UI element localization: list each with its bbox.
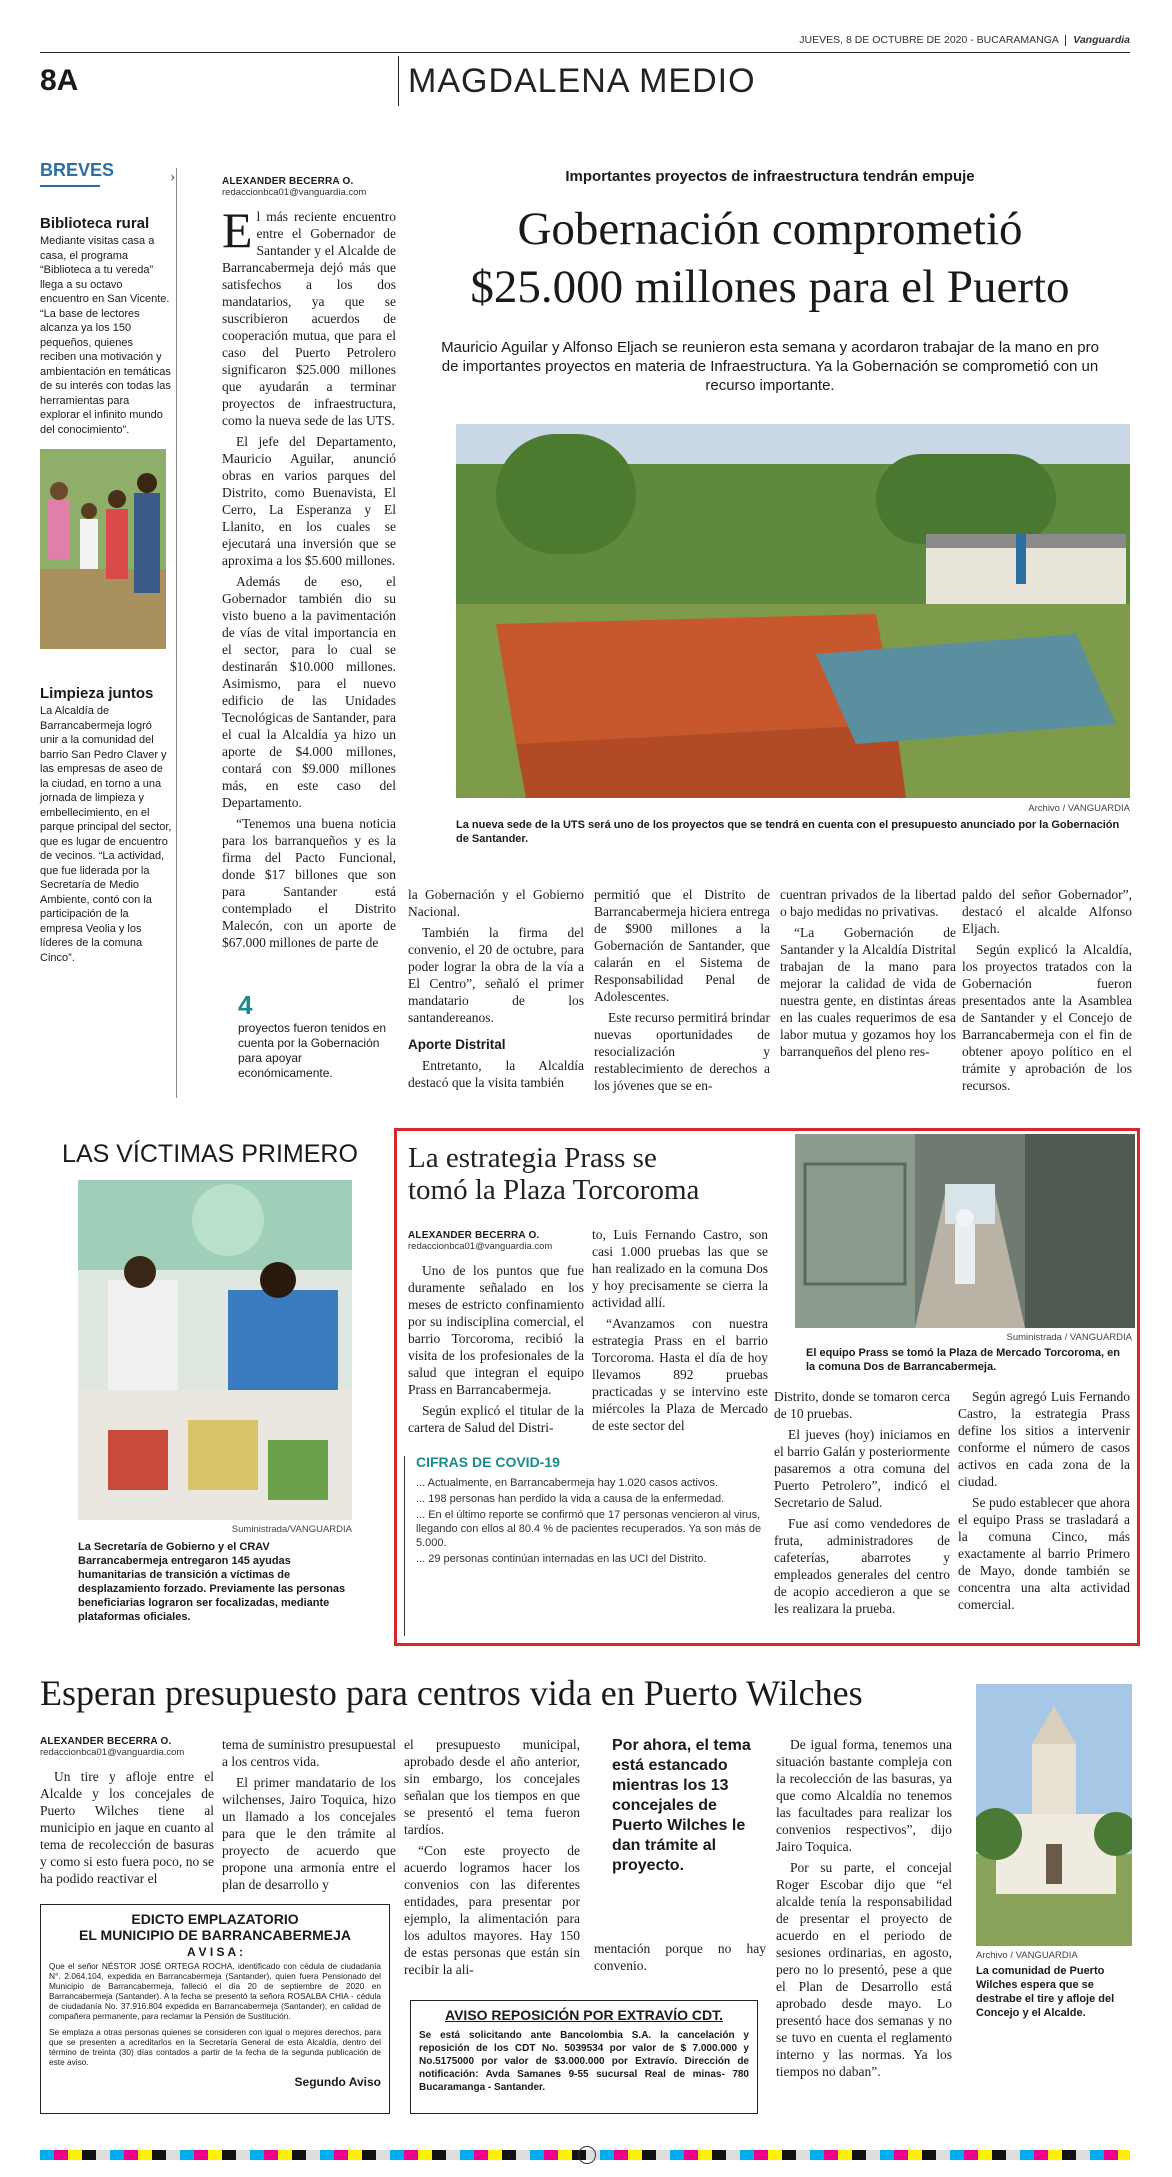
edicto-body1: Que el señor NÉSTOR JOSÉ ORTEGA ROCHA, identificado con cédula de ciudadanía N°. 2.064.104, expedida en Barrancabermeja (Santander), quien fuera Pensionado del Municipio de Barrancabermeja, falleció el día 20 de septiembre de 2020 en Barrancabermeja (Santander). A la fecha se presentó la señora ROSALBA CHIA - cédula de ciudadanía No. 37.916.804 expedida en Barrancabermeja (Santander), en calidad de compañera permanente, para reclamar la Pensión de Sustitución. (49, 1961, 381, 2021)
aviso-cdt-body: Se está solicitando ante Bancolombia S.A. la cancelación y reposición de los CDT No. 5039534 por valor de $ 7.000.000 y No.5175000 por valor de $3.000.000 por Extravío. Dirección de notificación: Avda Samanes 9-55 sucursal Real de minas- 780 Bucaramanga - Santander. (419, 2030, 749, 2093)
prass-col1-p2: Según explicó el titular de la cartera de Salud del Distri- (408, 1403, 584, 1435)
edicto-box (40, 1904, 390, 2114)
wilches-photo-caption: La comunidad de Puerto Wilches espera que se destrabe el tire y afloje del Concejo y el Alcalde. (976, 1965, 1115, 2019)
main-col2-p2: También la firma del convenio, el 20 de octubre, para poder lograr la obra de la vía a El Centro”, señaló el primer mandatario de los santandereanos. (408, 925, 584, 1025)
victimas-credit: Suministrada/VANGUARDIA (231, 1524, 352, 1535)
main-kicker: Importantes proyectos de infraestructura tendrán empuje (565, 168, 975, 185)
breve-photo-children (40, 449, 166, 649)
byline-email: redaccionbca01@vanguardia.com (222, 187, 367, 198)
main-col5-p1: paldo del señor Gobernador”, destacó el alcalde Alfonso Eljach. (962, 887, 1132, 936)
main-col1-p1: l más reciente encuentro entre el Gobernador de Santander y el Alcalde de Barrancabermeja dejó más que satisfechos a los dos mandatarios, ya que se suscribieron acuerdos de cooperación mutua, que para el caso del Puerto Petrolero significaron $25.000 millones que ayudarán a terminar proyectos de infraestructura, como la nueva sede de las UTS. (222, 209, 396, 428)
wilches-photo-credit: Archivo / VANGUARDIA (976, 1950, 1078, 1961)
wilches-col-3 (404, 1736, 580, 1982)
covid-title: CIFRAS DE COVID-19 (416, 1454, 560, 1470)
covid-item: ... En el último reporte se confirmó que 17 personas vencieron al virus, llegando con ellos al 80.4 % de pacientes recuperados. Ya son más de 5.000. (416, 1509, 762, 1549)
victimas-caption: La Secretaría de Gobierno y el CRAV Barrancabermeja entregaron 145 ayudas humanitarias de transición a víctimas de desplazamiento forzado. Previamente las personas beneficiarias lograron ser focalizadas, mediante plataformas oficiales. (78, 1541, 346, 1623)
prass-col3-p3: Fue así como vendedores de fruta, administradores de cafeterías, abarrotes y empleados generales del centro de acopio accedieron a que se les realizara la prueba. (774, 1516, 950, 1616)
main-headline (410, 200, 1130, 316)
victimas-title: LAS VÍCTIMAS PRIMERO (62, 1140, 358, 1168)
stat-number: 4 (238, 990, 253, 1020)
aviso-cdt-box (410, 2000, 758, 2114)
prass-byline (408, 1230, 588, 1252)
registration-mark-icon (578, 2146, 596, 2169)
prass-col1-p1: Uno de los puntos que fue duramente señalado en los meses de estricto confinamiento por su indisciplina comercial, el barrio Torcoroma, recibió la visita de los profesionales de la salud que integran el equipo Prass en Barrancabermeja. (408, 1263, 584, 1397)
wilches-byline-email: redaccionbca01@vanguardia.com (40, 1747, 185, 1758)
breve-title-2: Limpieza juntos (40, 685, 154, 702)
edicto-title2: EL MUNICIPIO DE BARRANCABERMEJA (79, 1927, 351, 1943)
covid-item: ... 198 personas han perdido la vida a causa de la enfermedad. (416, 1493, 725, 1505)
main-col2-p1: la Gobernación y el Gobierno Nacional. (408, 887, 584, 919)
stat-box (238, 990, 388, 1081)
main-col5-p2: Según explicó la Alcaldía, los proyectos tratados con la Gobernación fueron presentados ante la Asamblea de Santander y el Concejo de Barrancabermeja con el fin de obtener apoyo político en el trámite y aprobación de los recursos. (962, 942, 1132, 1093)
prass-col4-p2: Se pudo establecer que ahora el equipo Prass se trasladará a la comuna Cinco, más exactamente al barrio Primero de Mayo, donde también se concentra una alta actividad comercial. (958, 1495, 1130, 1612)
breve-text-1: Mediante visitas casa a casa, el programa “Biblioteca a tu vereda” llega a su octavo encuentro en San Vicente. “La base de lectores alcanza ya los 150 pequeños, quienes reciben una motivación y ambientación en temáticas de su interés con todas las herramientas para explorar el infinito mundo del conocimiento”. (40, 235, 171, 436)
main-headline-line1: Gobernación comprometió (517, 203, 1023, 255)
prass-headline (408, 1142, 778, 1206)
prass-photo (795, 1134, 1135, 1328)
breves-label: BREVES (40, 160, 115, 180)
prass-col-2 (592, 1226, 768, 1438)
prass-col-1 (408, 1262, 584, 1440)
main-photo-bricks (456, 424, 1130, 798)
main-col2-subhead: Aporte Distrital (408, 1037, 506, 1052)
prass-col2-p1: to, Luis Fernando Castro, son casi 1.000 pruebas las que se han realizado en la comuna Dos y hoy precisamente se cierra la actividad allí. (592, 1227, 768, 1310)
wilches-col-4 (776, 1736, 952, 2084)
prass-photo-caption: El equipo Prass se tomó la Plaza de Mercado Torcoroma, en la comuna Dos de Barrancabermeja. (806, 1347, 1120, 1373)
brand-logo: Vanguardia (1073, 34, 1130, 46)
stat-text: proyectos fueron tenidos en cuenta por la Gobernación para apoyar económicamente. (238, 1021, 387, 1080)
edicto-body2: Se emplaza a otras personas quienes se consideren con igual o mejores derechos, para que se presenten a acreditarlos en la Secretaría General de esta Alcaldía, dentro del término de treinta (30) días contados a partir de la fecha de la segunda publicación de este aviso. (49, 2027, 381, 2067)
main-col1-p2: El jefe del Departamento, Mauricio Aguilar, anunció obras en varios parques del Distrito, como Buenavista, El Cerro, La Esperanza y El Llanito, en los cuales se ejecutará una inversión que se aproxima a los $5.600 millones. (222, 434, 396, 568)
covid-item: ... 29 personas continúan internadas en las UCI del Distrito. (416, 1553, 707, 1565)
main-col3-p1: permitió que el Distrito de Barrancabermeja hiciera entrega de $900 millones a la Gobernación de Santander, que calarán en el Sistema de Responsabilidad Penal de Adolescentes. (594, 887, 770, 1004)
main-col-3 (594, 886, 770, 1098)
edicto-footer: Segundo Aviso (294, 2075, 381, 2089)
breves-sidebar (40, 160, 172, 965)
wilches-byline (40, 1736, 220, 1758)
wilches-col-3b (594, 1940, 766, 1978)
main-col4-p1: cuentran privados de la libertad o bajo medidas no privativas. (780, 887, 956, 919)
wilches-col3-p1: el presupuesto municipal, aprobado desde el año anterior, sin embargo, los concejales señalan que los tiempos en que se presentó el tema fueron tardíos. (404, 1737, 580, 1837)
prass-byline-email: redaccionbca01@vanguardia.com (408, 1241, 553, 1252)
wilches-col4-p1: De igual forma, tenemos una situación bastante compleja con la recolección de las basuras, ya que como Alcaldía no tenemos las facultades para realizar los convenios respectivos”, dijo Jairo Toquica. (776, 1737, 952, 1854)
main-byline (222, 176, 402, 198)
prass-headline-line1: La estrategia Prass se (408, 1142, 657, 1174)
prass-col3-p1: Distrito, donde se tomaron cerca de 10 pruebas. (774, 1389, 950, 1421)
dropcap: E (222, 202, 253, 258)
wilches-col2-p1: tema de suministro presupuestal a los centros vida. (222, 1737, 396, 1769)
wilches-col3-p2: “Con este proyecto de acuerdo logramos hacer los convenios con las diferentes entidades, para presentar por ejemplo, la alimentación para los adultos mayores. Hay 150 de estas personas que están sin recibir la ali- (404, 1843, 580, 1977)
byline-name: ALEXANDER BECERRA O. (222, 176, 354, 187)
section-title: MAGDALENA MEDIO (408, 62, 756, 100)
main-photo-caption: La nueva sede de la UTS será uno de los proyectos que se tendrá en cuenta con el presupuesto anunciado por la Gobernación de Santander. (456, 819, 1120, 845)
wilches-col2-p2: El primer mandatario de los wilchenses, Jairo Toquica, hizo un llamado a los concejales para que le den trámite al proyecto de acuerdo que propone una armonía entre el plan de desarrollo y (222, 1775, 396, 1892)
main-col1-p3: Además de eso, el Gobernador también dio su visto bueno a la pavimentación de vías de vital importancia en el sector, para lo cual se destinarán $10.000 millones. Asimismo, para el nuevo edificio de las Unidades Tecnológicas de Santander, para el cual la Alcaldía ya hizo un aporte de $4.000 millones, contará con $9.000 millones más, en este caso del Departamento. (222, 574, 396, 810)
breve-text-2: La Alcaldía de Barrancabermeja logró unir a la comunidad del barrio San Pedro Claver y las empresas de aseo de la ciudad, en torno a una jornada de limpieza y embellecimiento, en el parque principal del sector, que es lugar de encuentro de vecinos. “La actividad, que fue liderada por la Secretaría de Medio Ambiente, contó con la participación de la empresa Veolia y los líderes de la comuna Cinco”. (40, 705, 172, 964)
covid-item: ... Actualmente, en Barrancabermeja hay 1.020 casos activos. (416, 1477, 719, 1489)
breves-arrow-icon: › (170, 168, 176, 185)
edicto-title1: EDICTO EMPLAZATORIO (131, 1911, 299, 1927)
wilches-col-2 (222, 1736, 396, 1897)
main-headline-line2: $25.000 millones para el Puerto (470, 261, 1070, 313)
wilches-col1-p1: Un tire y afloje entre el Alcalde y los concejales de Puerto Wilches tiene al municipio en jaque en cuanto al tema de recolección de basuras y como si esto fuera poco, no se ha podido reactivar el (40, 1769, 214, 1886)
main-deck: Mauricio Aguilar y Alfonso Eljach se reunieron esta semana y acordaron trabajar de la mano en pro de importantes proyectos en materia de Infraestructura. Ya la Gobernación se comprometió con un recurso importante. (441, 339, 1099, 394)
dateline-text: JUEVES, 8 DE OCTUBRE DE 2020 - BUCARAMANGA (799, 34, 1059, 46)
prass-col-3 (774, 1388, 950, 1621)
wilches-col-1 (40, 1768, 214, 1891)
prass-byline-name: ALEXANDER BECERRA O. (408, 1230, 540, 1241)
main-col-1 (222, 202, 396, 955)
wilches-byline-name: ALEXANDER BECERRA O. (40, 1736, 172, 1747)
breve-title-1: Biblioteca rural (40, 215, 150, 232)
covid-list (416, 1476, 766, 1566)
wilches-photo-church (976, 1684, 1132, 1946)
prass-col3-p2: El jueves (hoy) iniciamos en el barrio Galán y posteriormente pasaremos a otra comuna del Puerto Petrolero”, indicó el Secretario de Salud. (774, 1427, 950, 1510)
covid-box (416, 1454, 766, 1566)
main-col2-p3: Entretanto, la Alcaldía destacó que la visita también (408, 1058, 584, 1090)
prass-col2-p2: “Avanzamos con nuestra estrategia Prass en el barrio Torcoroma. Hasta el día de hoy llevamos 892 pruebas practicadas y se intervino este miércoles la Plaza de Mercado de este sector del (592, 1316, 768, 1433)
header-dateline (760, 34, 1130, 46)
wilches-col4-p2: Por su parte, el concejal Roger Escobar dijo que “el alcalde tenía la responsabilidad de presentar el proyecto de acuerdo en el periodo de sesiones ordinarias, en agosto, pero no lo presentó, pese a que el Plan de Desarrollo está aprobado desde mayo. Lo presentó hace dos semanas y no se tuvo en cuenta el reglamento interno y las normas. Ya los tiempos no daban”. (776, 1860, 952, 2079)
main-col4-p2: “La Gobernación de Santander y la Alcaldía Distrital trabajan de la mano para mejorar la calidad de vida de nuestra gente, en distintas áreas en las cuales requerimos de esa labor mutua y gozamos hoy los barranqueños del pleno res- (780, 925, 956, 1059)
page-number: 8A (40, 64, 79, 97)
main-col-4 (780, 886, 956, 1064)
prass-col4-p1: Según agregó Luis Fernando Castro, la estrategia Prass define los sitios a intervenir conforme el número de casos activos en cada zona de la ciudad. (958, 1389, 1130, 1489)
prass-col-4 (958, 1388, 1130, 1617)
wilches-pull-quote: Por ahora, el tema está estancado mientras los 13 concejales de Puerto Wilches le dan trámite al proyecto. (612, 1737, 751, 1874)
main-col3-p2: Este recurso permitirá brindar nuevas oportunidades de resocialización y restablecimiento de derechos a los jóvenes que se en- (594, 1010, 770, 1093)
prass-headline-line2: tomó la Plaza Torcoroma (408, 1174, 700, 1206)
main-col-2 (408, 886, 584, 1095)
prass-photo-credit: Suministrada / VANGUARDIA (1006, 1332, 1132, 1343)
main-photo-credit: Archivo / VANGUARDIA (1028, 803, 1130, 814)
main-col-5 (962, 886, 1132, 1098)
wilches-headline: Esperan presupuesto para centros vida en Puerto Wilches (40, 1673, 863, 1713)
edicto-avisa: A V I S A : (186, 1945, 243, 1959)
aviso-cdt-title: AVISO REPOSICIÓN POR EXTRAVÍO CDT. (445, 2007, 723, 2023)
victimas-photo (78, 1180, 352, 1520)
wilches-col3b-p1: mentación porque no hay convenio. (594, 1941, 766, 1973)
main-col1-p4: “Tenemos una buena noticia para los barranqueños y es la firma del Pacto Funcional, donde $17 billones que son para Santander está contemplado el Distrito Malecón, con un aporte de $67.000 millones de parte de (222, 816, 396, 950)
